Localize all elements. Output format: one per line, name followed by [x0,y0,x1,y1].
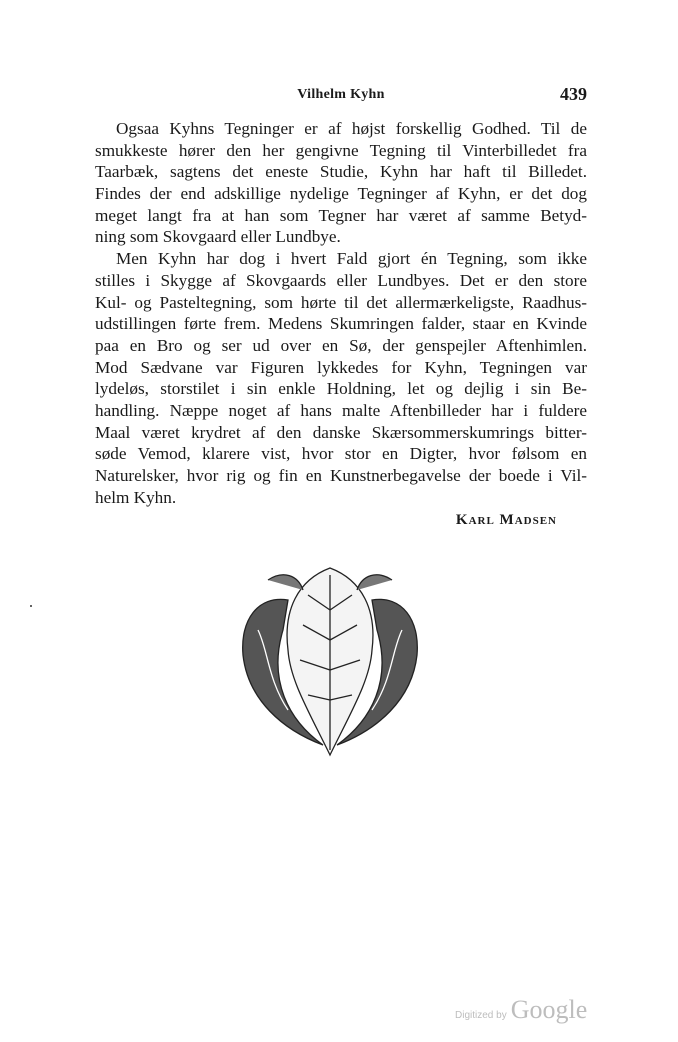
text-line: ning som Skovgaard eller Lundbye. [95,227,341,247]
text-line: lydeløs, storstilet i sin enkle Holdning, let og dejlig i sin Be- [95,379,587,399]
text-line: stilles i Skygge af Skovgaards eller Lundbyes. Det er den store [95,270,587,290]
text-line: Taarbæk, sagtens det eneste Studie, Kyhn har haft til Billedet. [95,162,587,182]
text-line: Mod Sædvane var Figuren lykkedes for Kyhn, Tegningen var [95,357,587,377]
oak-leaf-ornament-icon [228,560,432,760]
text-line: søde Vemod, klarere vist, hvor stor en Digter, hvor følsom en [95,444,587,464]
watermark-prefix: Digitized by [455,1010,507,1021]
text-line: Kul- og Pasteltegning, som hørte til det allermærkeligste, Raadhus- [95,292,587,312]
digitized-by-google-watermark [455,995,587,1025]
text-line: udstillingen førte frem. Medens Skumringen falder, staar en Kvinde [95,314,587,334]
text-line: smukkeste hører den her gengivne Tegning til Vinterbilledet fra [95,140,587,160]
text-line: helm Kyhn. [95,487,177,507]
page-header [95,84,587,106]
text-line: Men Kyhn har dog i hvert Fald gjort én Tegning, som ikke [116,249,587,269]
body-text [95,118,587,529]
text-line: Ogsaa Kyhns Tegninger er af højst forskellig Godhed. Til de [116,119,587,138]
text-line: paa en Bro og ser ud over en Sø, der genspejler Aftenhimlen. [95,335,587,355]
page-number: 439 [560,84,587,104]
text-line: meget langt fra at han som Tegner har været af samme Betyd- [95,205,587,225]
text-line: Maal været krydret af den danske Skærsommerskumrings bitter- [95,422,587,442]
watermark-brand: Google [510,995,588,1024]
running-title: Vilhelm Kyhn [297,87,385,102]
author-signature: Karl Madsen [455,512,557,529]
text-line: Findes der end adskillige nydelige Tegninger af Kyhn, er det dog [95,184,587,204]
text-line: handling. Næppe noget af hans malte Aftenbilleder har i fuldere [95,400,587,420]
text-line: Naturelsker, hvor rig og fin en Kunstnerbegavelse der boede i Vil- [95,466,587,485]
scan-speck [30,605,32,607]
